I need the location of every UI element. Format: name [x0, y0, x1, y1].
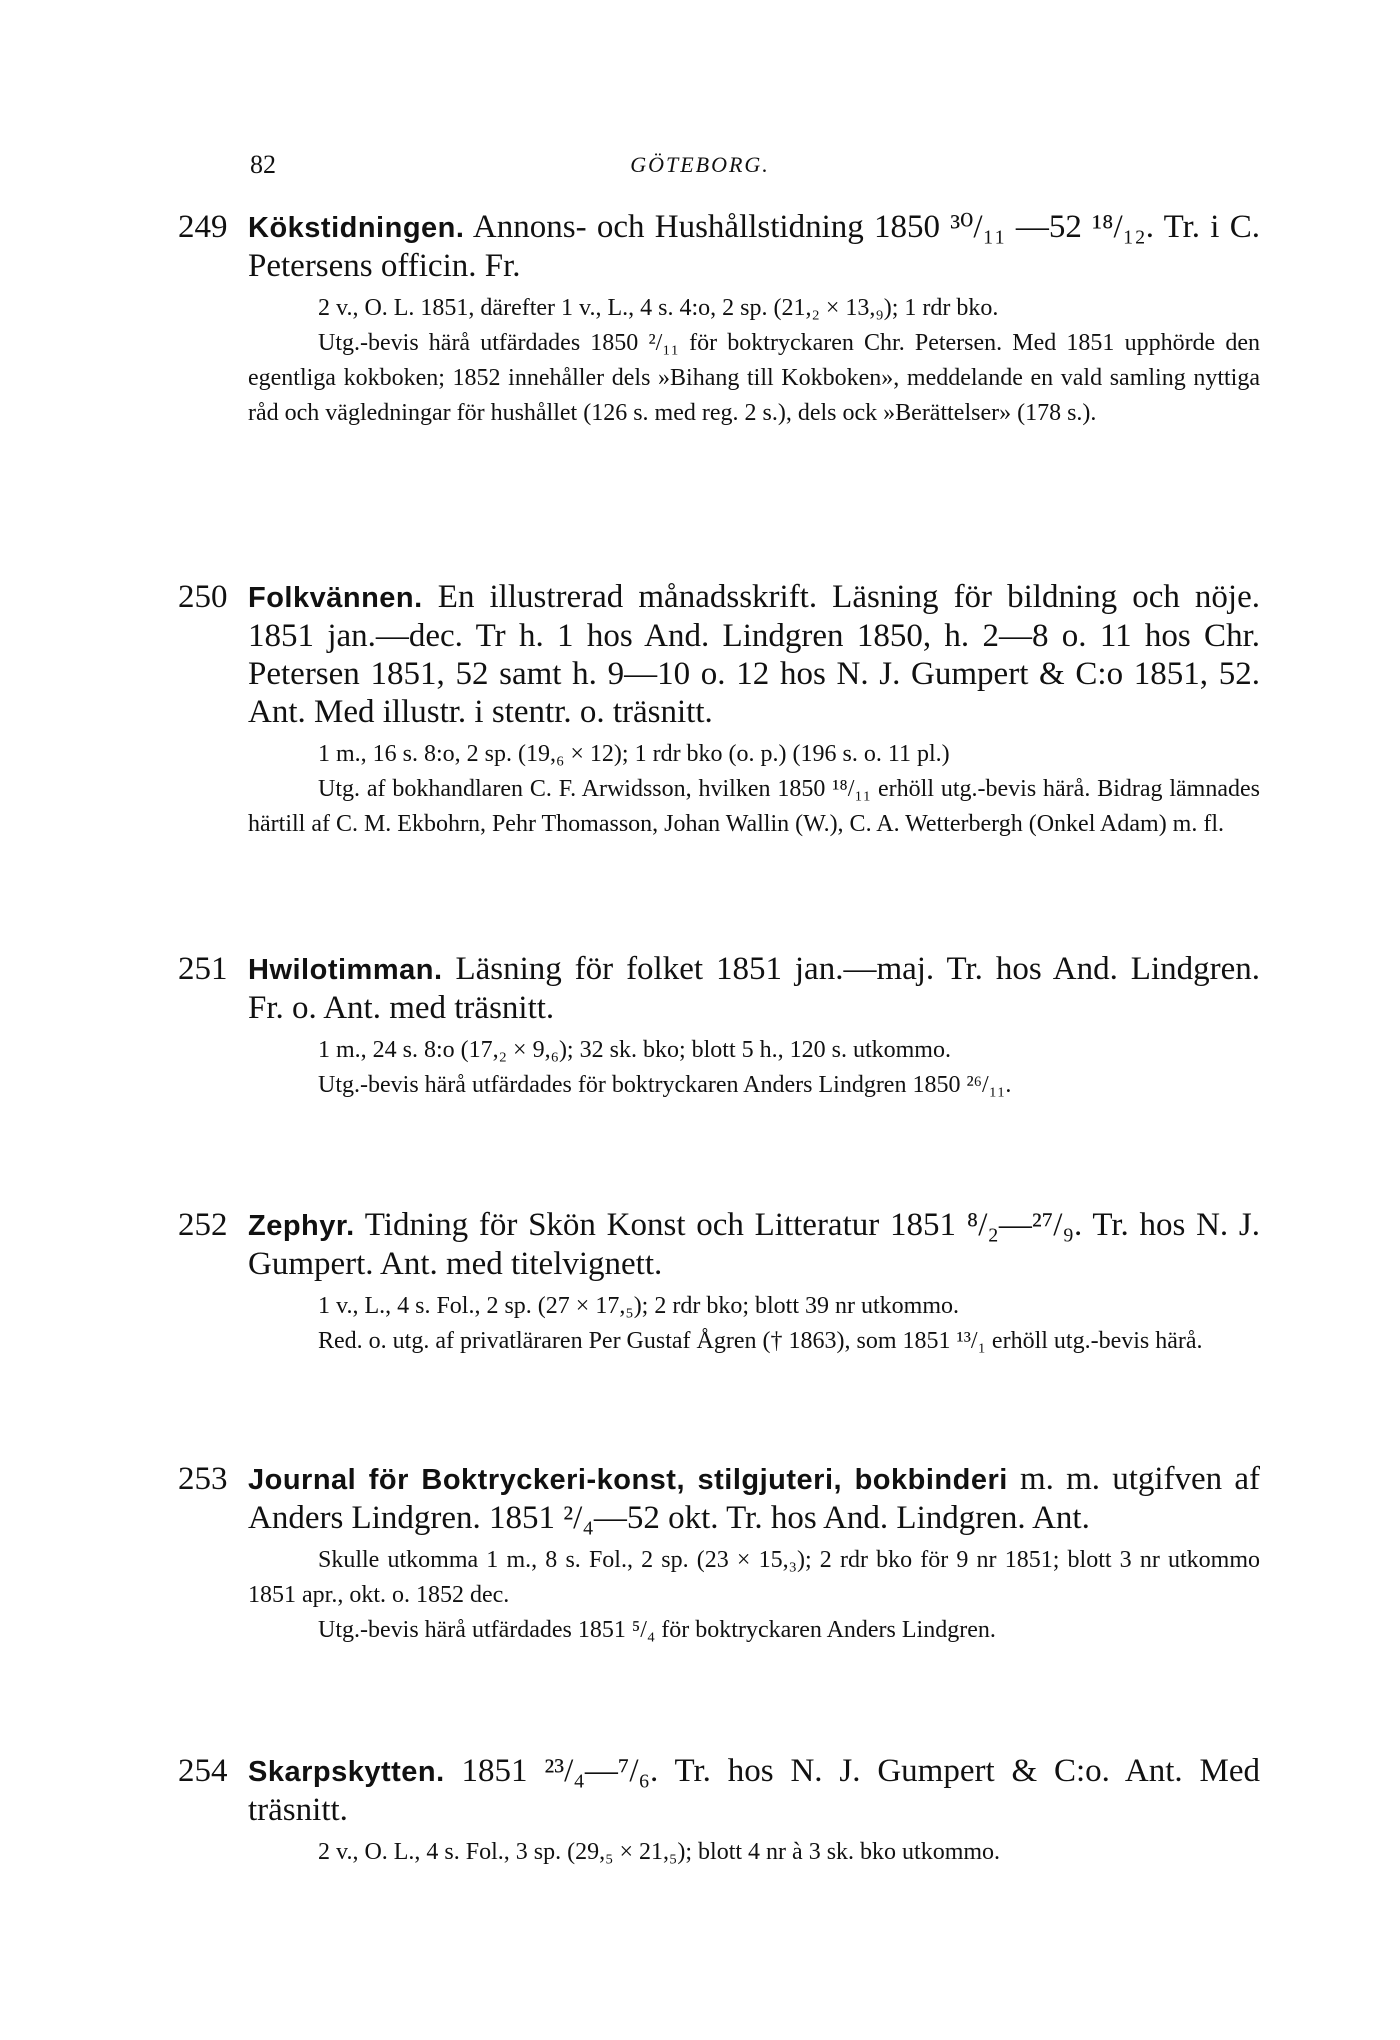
entry-description: Annons- och Hushållstidning 1850 ³⁰/₁₁ —52 ¹⁸/₁₂. Tr. i C. Petersens officin. Fr.	[248, 209, 1260, 284]
entry-main-text	[248, 1460, 1260, 1537]
entry-number: 254	[178, 1753, 228, 1789]
entry-number: 249	[178, 209, 228, 245]
entry-title: Kökstidningen.	[248, 212, 465, 244]
entry-main-text	[248, 950, 1260, 1027]
entry-note: Utg. af bokhandlaren C. F. Arwidsson, hvilken 1850 ¹⁸/₁₁ erhöll utg.-bevis härå. Bidrag lämnades härtill af C. M. Ekbohrn, Pehr Thomasson, Johan Wallin (W.), C. A. Wetterbergh (Onkel Adam) m. fl.	[248, 776, 1260, 837]
entry-notes	[248, 291, 1260, 431]
entry-notes	[248, 1289, 1260, 1359]
entry-description: Läsning för folket 1851 jan.—maj. Tr. hos And. Lindgren. Fr. o. Ant. med träsnitt.	[248, 951, 1261, 1026]
entry-note: Utg.-bevis härå utfärdades för boktryckaren Anders Lindgren 1850 ²⁶/₁₁.	[318, 1072, 1012, 1098]
entry-main-text	[248, 1206, 1260, 1283]
entry-title: Journal för Boktryckeri-konst, stilgjuteri, bokbinderi	[248, 1464, 1008, 1496]
entry-notes	[248, 1033, 1260, 1103]
entry-note: Utg.-bevis härå utfärdades 1851 ⁵/₄ för boktryckaren Anders Lindgren.	[318, 1617, 996, 1643]
entry-note: 2 v., O. L., 4 s. Fol., 3 sp. (29,₅ × 21,₅); blott 4 nr à 3 sk. bko utkommo.	[318, 1839, 1001, 1865]
entry-notes	[248, 1835, 1260, 1870]
entry-notes	[248, 1543, 1260, 1648]
entry-title: Zephyr.	[248, 1210, 355, 1242]
entry-note: Red. o. utg. af privatläraren Per Gustaf Ågren († 1863), som 1851 ¹³/₁ erhöll utg.-bevis härå.	[318, 1328, 1203, 1354]
entry-note: 1 m., 24 s. 8:o (17,₂ × 9,₆); 32 sk. bko; blott 5 h., 120 s. utkommo.	[318, 1037, 951, 1063]
page-header	[250, 150, 1150, 182]
entry-main-text	[248, 208, 1260, 285]
entry-title: Hwilotimman.	[248, 954, 443, 986]
entry-description: m. m. utgifven af Anders Lindgren. 1851 ²/₄—52 okt. Tr. hos And. Lindgren. Ant.	[248, 1461, 1260, 1536]
entry-252	[178, 1206, 1260, 1359]
entry-title: Skarpskytten.	[248, 1756, 445, 1788]
entry-number: 250	[178, 579, 228, 615]
entry-note: 1 m., 16 s. 8:o, 2 sp. (19,₆ × 12); 1 rdr bko (o. p.) (196 s. o. 11 pl.)	[318, 741, 950, 767]
entry-249	[178, 208, 1260, 431]
entry-main-text	[248, 578, 1260, 731]
entry-253	[178, 1460, 1260, 1648]
entry-description: Tidning för Skön Konst och Litteratur 1851 ⁸/₂—²⁷/₉. Tr. hos N. J. Gumpert. Ant. med titelvignett.	[248, 1207, 1260, 1282]
entry-description: En illustrerad månadsskrift. Läsning för bildning och nöje. 1851 jan.—dec. Tr h. 1 hos And. Lindgren 1850, h. 2—8 o. 11 hos Chr. Petersen 1851, 52 samt h. 9—10 o. 12 hos N. J. Gumpert & C:o 1851, 52. Ant. Med illustr. i stentr. o. träsnitt.	[248, 579, 1260, 730]
entry-note: Skulle utkomma 1 m., 8 s. Fol., 2 sp. (23 × 15,₃); 2 rdr bko för 9 nr 1851; blott 3 nr utkommo 1851 apr., okt. o. 1852 dec.	[248, 1547, 1260, 1608]
entry-number: 253	[178, 1461, 228, 1497]
entry-note: 1 v., L., 4 s. Fol., 2 sp. (27 × 17,₅); 2 rdr bko; blott 39 nr utkommo.	[318, 1293, 960, 1319]
entry-note: Utg.-bevis härå utfärdades 1850 ²/₁₁ för boktryckaren Chr. Petersen. Med 1851 upphörde den egentliga kokboken; 1852 innehåller dels »Bihang till Kokboken», meddelande en vald samling nyttiga råd och vägledningar för hushållet (126 s. med reg. 2 s.), dels ock »Berättelser» (178 s.).	[248, 330, 1260, 426]
entry-notes	[248, 737, 1260, 842]
entry-title: Folkvännen.	[248, 582, 423, 614]
entry-251	[178, 950, 1260, 1103]
entry-254	[178, 1752, 1260, 1870]
entry-number: 251	[178, 951, 228, 987]
running-title: GÖTEBORG.	[630, 152, 770, 177]
entry-note: 2 v., O. L. 1851, därefter 1 v., L., 4 s. 4:o, 2 sp. (21,₂ × 13,₉); 1 rdr bko.	[318, 295, 999, 321]
entry-number: 252	[178, 1207, 228, 1243]
entry-250	[178, 578, 1260, 842]
page-number: 82	[250, 150, 276, 179]
entry-description: 1851 ²³/₄—⁷/₆. Tr. hos N. J. Gumpert & C:o. Ant. Med träsnitt.	[248, 1753, 1261, 1828]
entry-main-text	[248, 1752, 1260, 1829]
